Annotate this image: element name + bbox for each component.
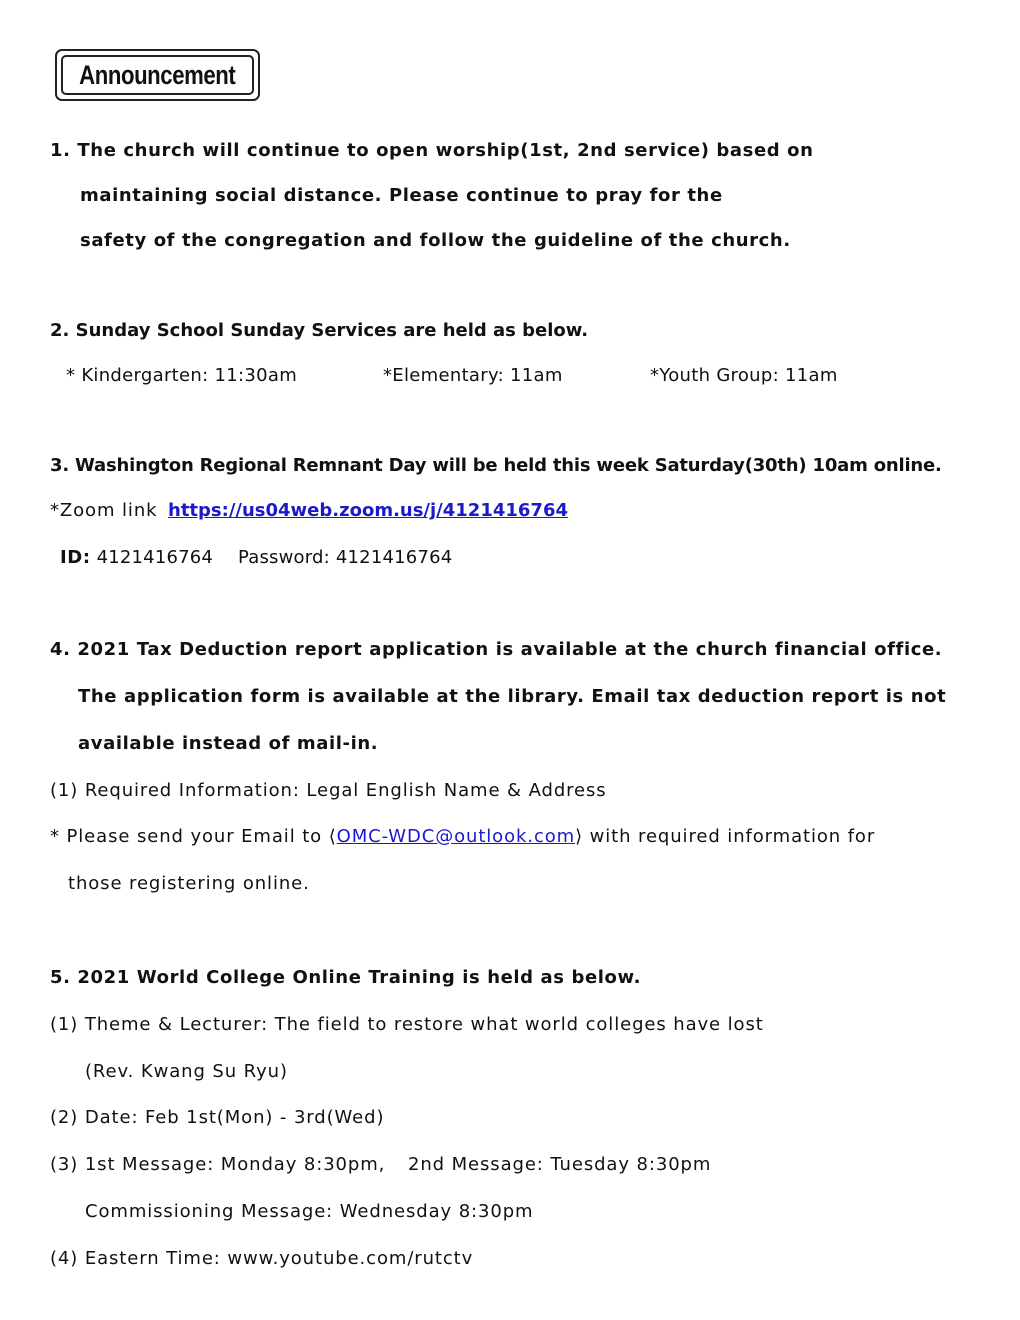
item1-line1: 1. The church will continue to open worship(1st, 2nd service) based on: [50, 140, 814, 161]
second-message: 2nd Message: Tuesday 8:30pm: [408, 1154, 712, 1175]
email-prefix: * Please send your Email to ⟨: [50, 826, 337, 847]
item1-line3: safety of the congregation and follow the guideline of the church.: [80, 230, 791, 251]
email-instruction-line2: those registering online.: [68, 873, 310, 894]
required-information: (1) Required Information: Legal English Name & Address: [50, 780, 607, 801]
email-instruction: [50, 825, 875, 849]
zoom-link[interactable]: https://us04web.zoom.us/j/4121416764: [168, 500, 568, 521]
eastern-time-youtube: (4) Eastern Time: www.youtube.com/rutctv: [50, 1248, 474, 1269]
training-date: (2) Date: Feb 1st(Mon) - 3rd(Wed): [50, 1107, 385, 1128]
zoom-id-label: ID:: [60, 547, 91, 568]
email-link[interactable]: OMC-WDC@outlook.com: [336, 826, 576, 847]
item4-line3: available instead of mail-in.: [78, 733, 379, 754]
zoom-link-label: *Zoom link: [50, 500, 158, 521]
zoom-password: Password: 4121416764: [238, 547, 453, 568]
item3-heading: 3. Washington Regional Remnant Day will be held this week Saturday(30th) 10am online.: [50, 455, 942, 476]
item4-line2: The application form is available at the library. Email tax deduction report is not: [78, 686, 947, 707]
zoom-id: [60, 546, 213, 570]
lecturer-name: (Rev. Kwang Su Ryu): [85, 1061, 288, 1082]
zoom-id-value: 4121416764: [96, 547, 214, 568]
announcement-title-box: [55, 49, 260, 101]
announcement-title-frame: [61, 55, 254, 95]
email-suffix: ⟩ with required information for: [575, 826, 876, 847]
kindergarten-time: * Kindergarten: 11:30am: [66, 365, 298, 386]
youth-group-time: *Youth Group: 11am: [650, 365, 838, 386]
theme-lecturer: (1) Theme & Lecturer: The field to restore what world colleges have lost: [50, 1014, 764, 1035]
elementary-time: *Elementary: 11am: [383, 365, 563, 386]
commissioning-message: Commissioning Message: Wednesday 8:30pm: [85, 1201, 534, 1222]
page-title: Announcement: [79, 59, 236, 90]
item2-heading: 2. Sunday School Sunday Services are held as below.: [50, 320, 589, 341]
first-message: (3) 1st Message: Monday 8:30pm,: [50, 1154, 386, 1175]
item1-line2: maintaining social distance. Please continue to pray for the: [80, 185, 723, 206]
item4-line1: 4. 2021 Tax Deduction report application is available at the church financial office.: [50, 639, 943, 660]
item5-heading: 5. 2021 World College Online Training is held as below.: [50, 967, 642, 988]
